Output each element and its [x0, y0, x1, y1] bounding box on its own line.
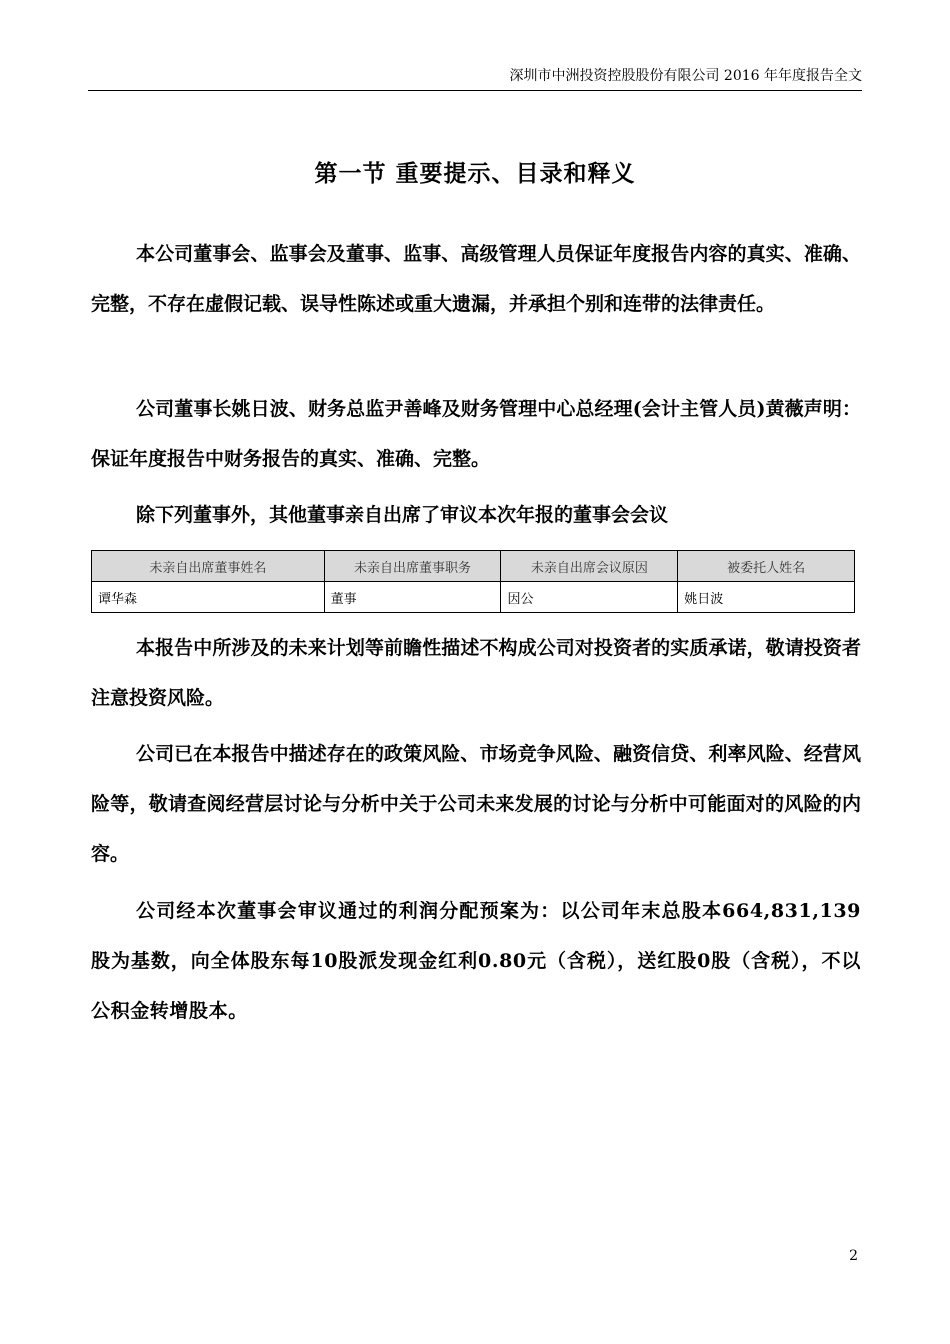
table-cell: 谭华森 — [92, 582, 325, 613]
table-header-cell: 被委托人姓名 — [678, 551, 855, 582]
paragraph-forward-looking: 本报告中所涉及的未来计划等前瞻性描述不构成公司对投资者的实质承诺，敬请投资者注意投资风险。 — [91, 637, 861, 709]
table-header-row — [92, 551, 855, 582]
paragraph-financial-statement: 公司董事长姚日波、财务总监尹善峰及财务管理中心总经理(会计主管人员)黄薇声明：保证年度报告中财务报告的真实、准确、完整。 — [91, 398, 861, 470]
paragraph-risks: 公司已在本报告中描述存在的政策风险、市场竞争风险、融资信贷、利率风险、经营风险等，敬请查阅经营层讨论与分析中关于公司未来发展的讨论与分析中可能面对的风险的内容。 — [91, 743, 861, 865]
table-cell: 姚日波 — [678, 582, 855, 613]
header-text: 深圳市中洲投资控股股份有限公司 2016 年年度报告全文 — [509, 68, 862, 84]
paragraph-profit-distribution: 公司经本次董事会审议通过的利润分配预案为：以公司年末总股本664,831,139股为基数，向全体股东每10股派发现金红利0.80元（含税），送红股0股（含税），不以公积金转增股本。 — [91, 900, 861, 1022]
table-header-cell: 未亲自出席会议原因 — [501, 551, 678, 582]
table-header-cell: 未亲自出席董事姓名 — [92, 551, 325, 582]
absent-directors-table — [91, 550, 855, 613]
table-header-cell: 未亲自出席董事职务 — [324, 551, 501, 582]
page-number: 2 — [849, 1248, 858, 1264]
page-header — [88, 66, 862, 91]
table-cell: 董事 — [324, 582, 501, 613]
table-row — [92, 582, 855, 613]
table-cell: 因公 — [501, 582, 678, 613]
paragraph-absent-directors: 除下列董事外，其他董事亲自出席了审议本次年报的董事会会议 — [136, 504, 669, 526]
paragraph-responsibility: 本公司董事会、监事会及董事、监事、高级管理人员保证年度报告内容的真实、准确、完整，不存在虚假记载、误导性陈述或重大遗漏，并承担个别和连带的法律责任。 — [91, 243, 861, 315]
section-title: 第一节 重要提示、目录和释义 — [314, 160, 636, 187]
